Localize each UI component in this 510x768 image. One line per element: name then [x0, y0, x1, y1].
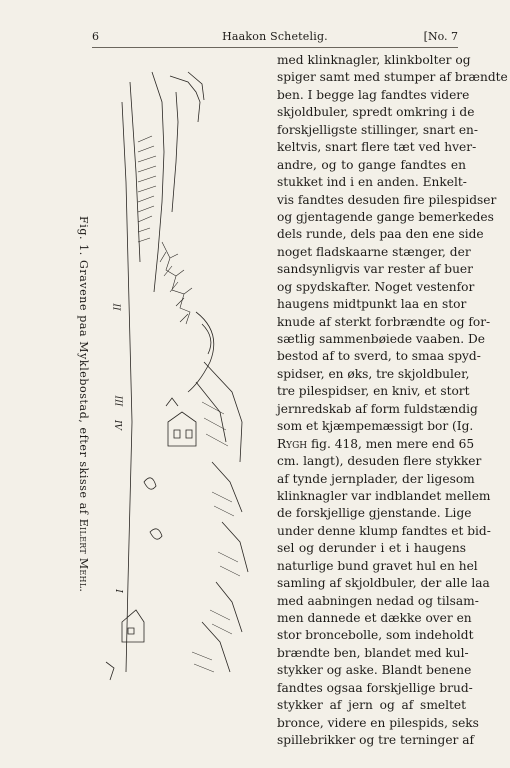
body-line: keltvis, snart flere tæt ved hver-: [277, 140, 477, 155]
body-line: men dannede et dække over en: [277, 611, 472, 625]
header-rule: [92, 47, 458, 48]
marker-ii: II: [110, 303, 121, 311]
body-line: forskjelligste stillinger, snart en-: [277, 122, 479, 137]
body-line: noget fladskaarne stænger, der: [277, 244, 471, 259]
marker-i: I: [112, 589, 123, 593]
body-line: dels runde, dels paa den ene side: [277, 227, 484, 242]
body-line: bestod af to sverd, to smaa spyd-: [277, 349, 481, 364]
body-line: stykker og aske. Blandt benene: [277, 663, 472, 678]
body-line: med aabningen nedad og tilsam-: [277, 593, 479, 608]
body-line: skjoldbuler, spredt omkring i de: [277, 105, 475, 120]
body-line: ben. I begge lag fandtes videre: [277, 87, 470, 102]
caption-author: Eilert Mehl.: [77, 518, 90, 593]
body-line-rygh: [277, 436, 475, 453]
caption-prefix: Fig. 1. Gravene paa Myklebostad, efter skisse af: [77, 216, 90, 515]
body-line: sandsynligvis var rester af buer: [277, 262, 473, 277]
body-line: bronce, videre en pilespids, seks: [277, 715, 479, 730]
running-header: [92, 30, 458, 46]
body-text: [277, 52, 508, 750]
body-line: knude af sterkt forbrændte og for-: [277, 314, 491, 329]
body-line: af tynde jernplader, der ligesom: [277, 471, 475, 486]
body-line: under denne klump fandtes et bid-: [277, 523, 491, 538]
body-line: spiger samt med stumper af brændte: [277, 70, 508, 85]
landscape-sketch: [92, 62, 262, 692]
rygh-rest: fig. 418, men mere end 65: [307, 436, 475, 451]
body-line: naturlige bund gravet hul en hel: [277, 558, 478, 573]
body-line: og spydskafter. Noget vestenfor: [277, 279, 475, 294]
body-line: stor broncebolle, som indeholdt: [277, 628, 474, 643]
running-title: Haakon Schetelig.: [222, 30, 328, 43]
body-line: og gjentagende gange bemerkedes: [277, 209, 494, 224]
body-line: med klinknagler, klinkbolter og: [277, 53, 471, 67]
body-line: haugens midtpunkt laa en stor: [277, 297, 467, 312]
body-line: klinknagler var indblandet mellem: [277, 488, 491, 503]
marker-iv: IV: [112, 419, 123, 431]
series-number: [No. 7: [423, 30, 458, 43]
body-line: som et kjæmpemæssigt bor (Ig.: [277, 419, 474, 434]
body-line: spidser, en øks, tre skjoldbuler,: [277, 366, 470, 381]
marker-iii: III: [112, 395, 123, 407]
figure-caption: [77, 216, 100, 593]
body-line: vis fandtes desuden fire pilespidser: [277, 192, 497, 207]
body-line: spillebrikker og tre terninger af: [277, 733, 475, 748]
body-line: samling af skjoldbuler, der alle laa: [277, 576, 490, 591]
body-line: cm. langt), desuden flere stykker: [277, 454, 482, 469]
body-line: stukket ind i en anden. Enkelt-: [277, 175, 467, 190]
body-line: sætlig sammenbøiede vaaben. De: [277, 332, 485, 346]
body-line: de forskjellige gjenstande. Lige: [277, 506, 472, 521]
page-number: 6: [92, 30, 99, 43]
body-line: tre pilespidser, en kniv, et stort: [277, 384, 470, 399]
body-line: stykker af jern og af smeltet: [277, 698, 466, 713]
body-line: jernredskab af form fuldstændig: [277, 401, 478, 416]
body-line: brændte ben, blandet med kul-: [277, 645, 469, 660]
body-line: andre, og to gange fandtes en: [277, 157, 466, 172]
figure-sketch: [92, 62, 262, 692]
body-line: sel og derunder i et i haugens: [277, 541, 466, 556]
body-line: fandtes ogsaa forskjellige brud-: [277, 680, 473, 695]
rygh-name: Rygh: [277, 436, 308, 451]
